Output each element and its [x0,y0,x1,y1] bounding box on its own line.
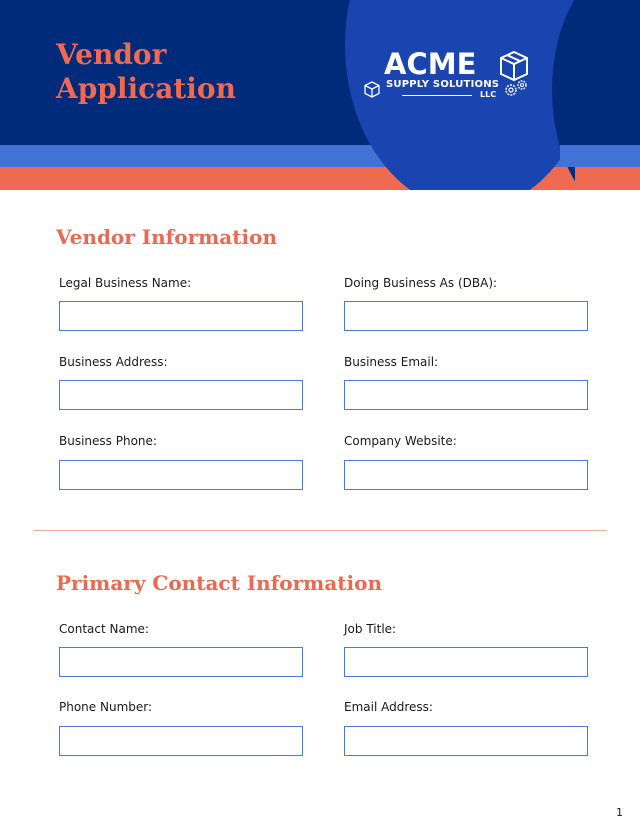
company-website-label: Company Website: [344,434,457,448]
contact-name-field[interactable] [59,647,303,677]
section-divider [33,530,607,531]
company-website-field[interactable] [344,460,588,490]
logo-name: ACME [384,47,477,81]
legal-business-name-field[interactable] [59,301,303,331]
dba-field[interactable] [344,301,588,331]
header-stripe-orange-right [575,167,640,190]
header-banner [0,0,640,190]
business-address-field[interactable] [59,380,303,410]
title-line-2: Application [56,72,236,105]
business-phone-label: Business Phone: [59,434,157,448]
business-phone-field[interactable] [59,460,303,490]
job-title-label: Job Title: [344,622,397,636]
company-logo [362,48,542,108]
logo-subtitle: SUPPLY SOLUTIONS [386,79,500,90]
page-number: 1 [616,806,623,819]
legal-business-name-label: Legal Business Name: [59,276,192,290]
logo-underline [402,95,472,96]
business-email-field[interactable] [344,380,588,410]
phone-number-label: Phone Number: [59,700,153,714]
primary-contact-heading: Primary Contact Information [56,571,383,595]
title-line-1: Vendor [56,38,167,71]
logo-suffix: LLC [480,90,497,99]
small-cube-icon [364,81,380,98]
email-address-label: Email Address: [344,700,433,714]
phone-number-field[interactable] [59,726,303,756]
email-address-field[interactable] [344,726,588,756]
business-email-label: Business Email: [344,355,439,369]
job-title-field[interactable] [344,647,588,677]
contact-name-label: Contact Name: [59,622,149,636]
dba-label: Doing Business As (DBA): [344,276,498,290]
gear-icon [502,78,532,98]
vendor-information-heading: Vendor Information [56,225,277,249]
page-title [56,38,236,106]
business-address-label: Business Address: [59,355,168,369]
header-stripe-blue-right [560,145,640,167]
